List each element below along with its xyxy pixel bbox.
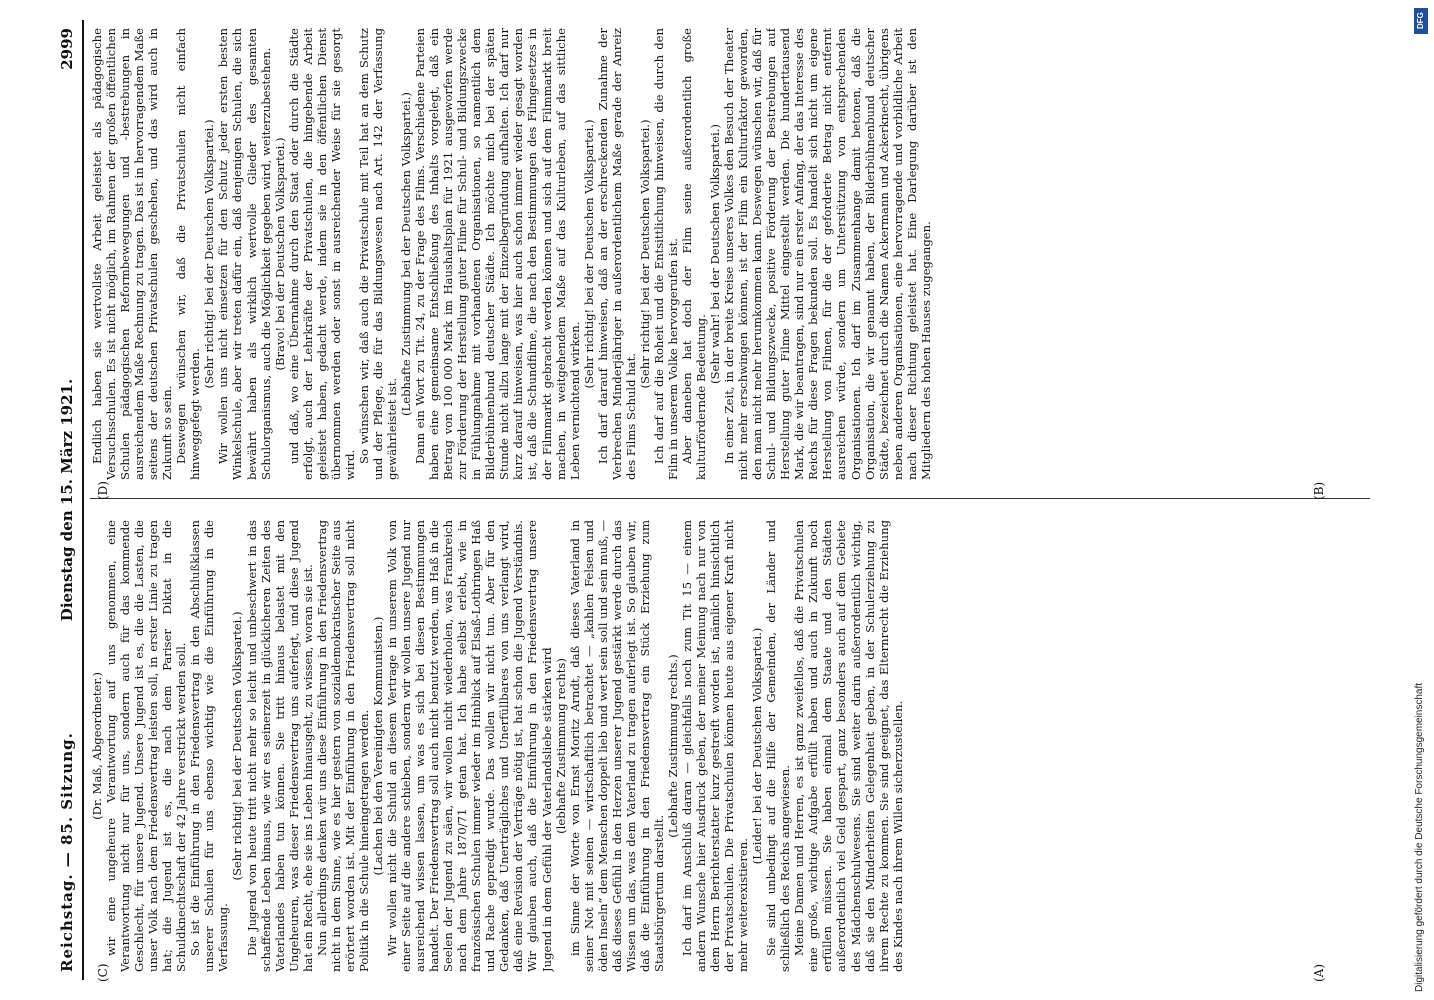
dfg-attribution	[1414, 8, 1430, 992]
dfg-logo: DFG	[1414, 8, 1428, 34]
paragraph: Ich darf darauf hinweisen, daß an der erschreckenden Zunahme der Verbrechen Minderjähriger in außerordentlichem Maße gerade der Anreiz des Films Schuld hat.	[595, 28, 638, 480]
paragraph: (Sehr richtig! bei der Deutschen Volkspartei.)	[230, 611, 245, 881]
paragraph: (Lebhafte Zustimmung rechts.)	[665, 654, 680, 838]
header-session-title: Reichstag. — 85. Sitzung.	[58, 732, 76, 972]
paragraph: So wünschen wir, daß auch die Privatschule mit Teil hat an dem Schutz und der Pflege, die für das Bildungswesen nach Art. 142 der Verfassung gewährleistet ist.	[356, 28, 399, 480]
header-page-number: 2999	[58, 28, 76, 70]
paragraph: Endlich haben sie wertvollste Arbeit geleistet als pädagogische Versuchsschulen. Es ist nicht möglich, im Rahmen der großen öffentlichen Schulen pädagogischen Reformbewegungen und -bestrebungen in ausreichendem Maße Rechnung zu tragen. Das ist in hervorragendem Maße seitens der deutschen Privatschulen geschehen, und das wird auch in Zukunft so sein.	[90, 28, 175, 480]
paragraph: wir eine ungeheure Verantwortung auf uns genommen, eine Verantwortung nicht nur für uns, sondern auch für das kommende Geschlecht, für unsere Jugend. Unsere Jugend ist es, die die Lasten, die unser Volk nach dem Friedensvertrag leisten soll, in erster Linie zu tragen hat; die Jugend ist es, die nach dem Pariser Diktat in die Schuldknechtschaft der 42 Jahre verstrickt werden soll.	[104, 520, 189, 972]
paragraph: (Sehr wahr! bei der Deutschen Volkspartei.)	[708, 124, 723, 384]
paragraph: (Sehr richtig! bei der Deutschen Volkspartei.)	[202, 119, 217, 389]
paragraph: Die Jugend von heute tritt nicht mehr so leicht und unbeschwert in das schaffende Leben hinaus, wie wir es seinerzeit in glücklicheren Zeiten des Vaterlandes haben tun können. Sie tritt hinaus belastet mit den Ungeheuren, was dieser Friedensvertrag uns auferlegt, und diese Jugend hat ein Recht, ehe sie ins Leben hinausgeht, zu wissen, woran sie ist.	[244, 520, 315, 972]
dfg-attribution-text: Digitalisierung gefördert durch die Deutsche Forschungsgemeinschaft	[1414, 682, 1425, 992]
paragraph: (Sehr richtig! bei der Deutschen Volkspartei.)	[581, 119, 596, 389]
paragraph: Deswegen wünschen wir, daß die Privatschulen nicht einfach hinweggefegt werden.	[174, 28, 203, 480]
paragraph: Aber daneben hat doch der Film seine außerordentlich große kulturfördernde Bedeutung.	[679, 28, 709, 480]
paragraph: In einer Zeit, in der breite Kreise unseres Volkes den Besuch der Theater nicht mehr erschwingen können, ist der Film ein Kulturfaktor geworden, den man nicht mehr herumkommen kann. Deswegen wünschen wir, daß für Schul- und Bildungszwecke, positive Förderung der Bestrebungen auf Herstellung guter Filme Mittel eingestellt werden. Die hunderttausend Mark, die wir beantragen, sind nur ein erster Anfang, der das Interesse des Reichs für diese Fragen bekunden soll. Es handelt sich nicht um eigene Herstellung von Filmen, für die der geforderte Betrag nicht entfernt ausreichen würde, sondern um Unterstützung von entsprechenden Organisationen. Ich darf im Zusammenhange damit betonen, daß die Organisation, die wir genannt haben, der Bilderbühnenbund deutscher Städte, bezeichnet durch die Namen Ackermann und Ackerknecht, übrigens neben anderen Organisationen, eine hervorragende und vorbildliche Arbeit nach dieser Richtung geleistet hat. Eine Darlegung darüber ist den Mitgliedern des hohen Hauses zugegangen.	[722, 28, 933, 480]
paragraph: (Leider! bei der Deutschen Volkspartei.)	[750, 627, 765, 865]
paragraph: (Lachen bei den Vereinigten Kommunisten.)	[370, 616, 385, 876]
margin-marker-c: (C)	[96, 963, 110, 982]
paragraph: Ich darf auf die Roheit und die Entsittlichung hinweisen, die durch den Film in unserem Volke hervorgerufen ist.	[651, 28, 680, 480]
paragraph: und daß, wo eine Übernahme durch den Staat oder durch die Städte erfolgt, auch der Lehrkräfte der Privatschulen, die hingebende Arbeit geleistet haben, gedacht werde, indem sie in den öffentlichen Dienst übernommen werden oder sonst in ausreichender Weise für sie gesorgt wird.	[286, 28, 357, 480]
paragraph: Sie sind unbedingt auf die Hilfe der Gemeinden, der Länder und schließlich des Reichs angewiesen.	[764, 520, 793, 972]
paragraph: im Sinne der Worte von Ernst Moritz Arndt, daß dieses Vaterland in seiner Not mit seinen — wirtschaftlich betrachtet — „kahlen Felsen und öden Inseln“ dem Menschen doppelt lieb und wert sein soll und sein muß, — daß dieses Gefühl in den Herzen unserer Jugend gestärkt werde durch das Wissen um das, was dem Vaterland zu tragen auferlegt ist. So glauben wir, daß die Einführung in den Friedensvertrag ein Stück Erziehung zum Staatsbürgertum darstellt.	[567, 520, 666, 972]
paragraph: Meine Damen und Herren, es ist ganz zweifellos, daß die Privatschulen eine große, wichtige Aufgabe erfüllt haben und auch in Zukunft noch erfüllen müssen. Sie haben einmal dem Staate und den Städten außerordentlich viel Geld gespart, ganz besonders auch auf dem Gebiete des Mädchenschulwesens. Sie sind weiter darin außerordentlich wichtig, daß sie den Minderheiten Gelegenheit geben, in der Schulerziehung zu ihrem Rechte zu kommen. Sie sind geeignet, das Elternrecht die Erziehung des Kindes nach ihrem Willen sicherzustellen.	[792, 520, 905, 972]
left-column-text	[90, 520, 1370, 972]
paragraph: (lebhafte Zustimmung rechts)	[553, 658, 568, 834]
paragraph: So ist die Einführung in den Friedensvertrag in den Abschlußklassen unserer Schulen für uns ebenso wichtig wie die Einführung in die Verfassung.	[188, 520, 231, 972]
paragraph: (Dr. Maß, Abgeordneter.)	[90, 672, 104, 820]
paragraph: Dann ein Wort zu Tit. 24, zu der Frage des Films. Verschiedene Parteien haben eine gemeinsame Entschließung des Inhalts vorgelegt, daß ein Betrag von 100 000 Mark im Haushaltsplan für 1921 ausgeworfen werde zur Förderung der Herstellung guter Filme für Schul- und Bildungszwecke in Fühlungnahme mit vorhandenen Organisationen, so namentlich dem Bilderbühnenbund deutscher Städte. Ich möchte mich bei der späten Stunde nicht allzu lange mit der Einzelbegründung aufhalten. Ich darf nur kurz darauf hinweisen, was hier auch schon immer wieder gesagt worden ist, daß die Schundfilme, die nach den Bestimmungen des Filmgesetzes in der Filmmarkt gebracht werden können und sich auf dem Filmmarkt breit machen, in weitgehendem Maße auf das Kulturleben, auf das sittliche Leben vernichtend wirken.	[413, 28, 582, 480]
margin-marker-a: (A)	[1312, 963, 1326, 982]
page-header	[52, 20, 84, 980]
column-divider	[90, 498, 1370, 499]
paragraph: (Lebhafte Zustimmung bei der Deutschen Volkspartei.)	[399, 92, 414, 416]
paragraph: Ich darf im Anschluß daran — gleichfalls noch zum Tit 15 — einem andern Wunsche hier Ausdruck geben, der meiner Meinung nach nur von dem Herrn Berichterstatter kurz gestreift worden ist, nämlich hinsichtlich der Privatschulen. Die Privatschulen können heute aus eigener Kraft nicht mehr weiterexistieren.	[679, 520, 751, 972]
paragraph: Wir wollen nicht die Schuld an diesem Vertrage in unserem Volk von einer Seite auf die andere schieben, sondern wir wollen unsere Jugend nur ausreichend wissen lassen, um was es sich bei diesen Bestimmungen handelt. Der Friedensvertrag soll auch nicht benutzt werden, um Haß in die Seelen der Jugend zu säen, wir wollen nicht wiederholen, was Frankreich nach dem Jahre 1870/71 getan hat. Ich habe selbst erlebt, wie in französischen Schulen immer wieder im Hinblick auf Elsaß-Lothringen Haß und Rache gepredigt wurde. Das wollen wir nicht tun. Aber für den Gedanken, daß Unerträgliches und Unerfüllbares von uns verlangt wird, daß eine Revision der Verträge nötig ist, hat schon die Jugend Verständnis. Wir glauben auch, daß die Einführung in den Friedensvertrag unsere Jugend in dem Gefühl der Vaterlandsliebe stärken wird	[384, 520, 554, 972]
header-date: Dienstag den 15. März 1921.	[58, 378, 76, 622]
paragraph: (Bravo! bei der Deutschen Volkspartei.)	[272, 137, 287, 371]
paragraph: Wir wollen uns nicht einsetzen für den Schutz jeder ersten besten Winkelschule, aber wir treten dafür ein, daß denjenigen Schulen, die sich bewährt haben als wirklich wertvolle Glieder des gesamten Schulorganismus, auch die Möglichkeit gegeben wird, weiterzubestehen.	[216, 28, 273, 480]
paragraph: (Sehr richtig! bei der Deutschen Volkspartei.)	[637, 119, 652, 389]
rotated-newspaper-page	[52, 20, 1382, 980]
margin-marker-b: (B)	[1312, 481, 1326, 500]
margin-marker-d: (D)	[96, 481, 110, 500]
paragraph: Nun allerdings denken wir uns diese Einführung in den Friedensvertrag nicht in dem Sinne, wie es hier gestern von sozialdemokratischer Seite aus erörtert worden ist. Mit der Einführung in den Friedensvertrag soll nicht Politik in die Schule hineingetragen werden.	[314, 520, 371, 972]
right-column-text	[90, 28, 1370, 480]
